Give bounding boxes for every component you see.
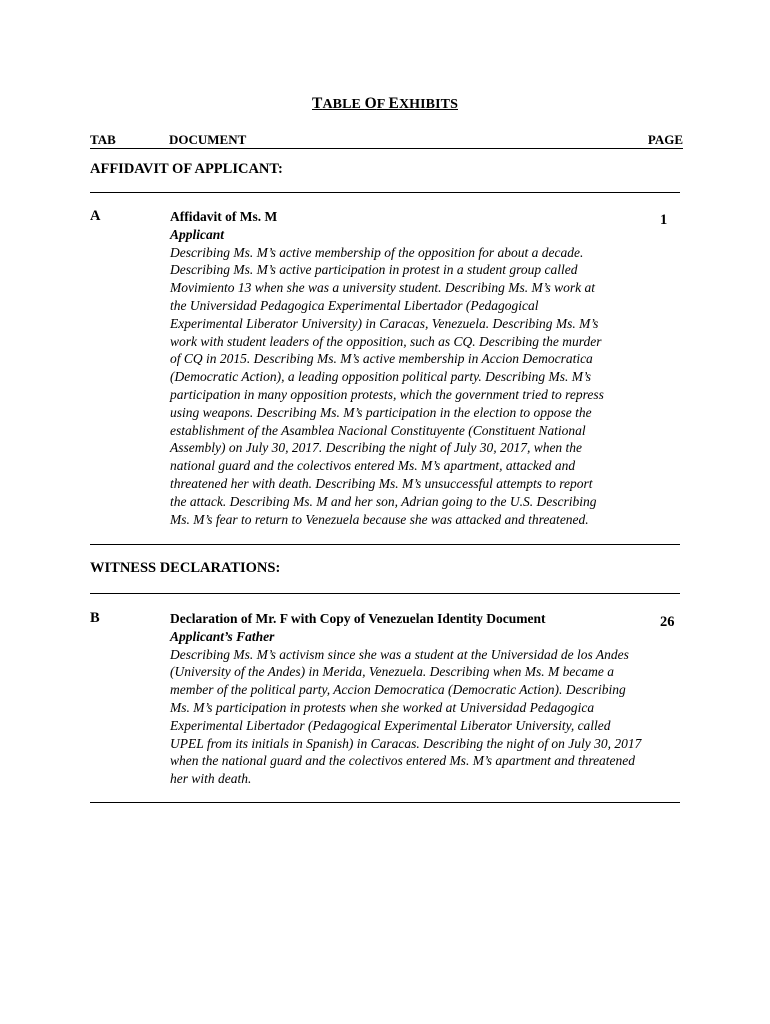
title-part-able: ABLE (322, 97, 365, 112)
exhibit-title: Affidavit of Ms. M (170, 209, 278, 224)
description-line: member of the political party, Accion Democratica (Democratic Action). Describing (170, 682, 626, 698)
description-line: Experimental Libertador (Pedagogical Experimental Liberator University, called (170, 717, 611, 733)
description-line: Describing Ms. M’s activism since she was a student at the Universidad de los Andes (170, 646, 629, 662)
description-line: national guard and the colectivos entered Ms. M’s apartment, attacked and (170, 458, 576, 474)
description-line: threatened her with death. Describing Ms. M’s unsuccessful attempts to report (170, 475, 593, 491)
divider (90, 593, 680, 594)
description-line: (University of the Andes) in Merida, Venezuela. Describing when Ms. M became a (170, 664, 615, 680)
exhibit-description (170, 244, 670, 529)
title-part-f: F (376, 97, 389, 112)
description-line: Describing Ms. M’s active membership of the opposition for about a decade. (170, 244, 584, 260)
description-line: Movimiento 13 when she was a university student. Describing Ms. M’s work at (170, 280, 595, 296)
exhibit-entry (170, 208, 670, 528)
description-line: Describing Ms. M’s active participation in protest in a student group called (170, 262, 578, 278)
title-initial-t: T (312, 95, 323, 112)
description-line: the attack. Describing Ms. M and her son, Adrian going to the U.S. Describing (170, 493, 597, 509)
title-initial-e: E (388, 95, 399, 112)
title-initial-o: O (364, 95, 377, 112)
title-part-xhibits: XHIBITS (398, 97, 458, 112)
description-line: Ms. M’s participation in protests when she worked at Universidad Pedagogica (170, 699, 595, 715)
page-title (0, 95, 770, 113)
section-heading-affidavit: AFFIDAVIT OF APPLICANT: (90, 161, 283, 177)
exhibit-role: Applicant (170, 226, 225, 242)
column-header-page: PAGE (647, 132, 683, 147)
description-line: (Democratic Action), a leading opposition political party. Describing Ms. M’s (170, 369, 591, 385)
description-line: Ms. M’s fear to return to Venezuela because she was attacked and threatened. (170, 511, 589, 527)
divider (90, 544, 680, 545)
column-header-tab: TAB (90, 132, 116, 147)
description-line: using weapons. Describing Ms. M’s participation in the election to oppose the (170, 404, 592, 420)
exhibit-description (170, 646, 730, 788)
exhibit-page-number: 1 (660, 212, 668, 228)
description-line: her with death. (170, 771, 252, 787)
description-line: when the national guard and the colectivos entered Ms. M’s apartment and threatened (170, 753, 636, 769)
description-line: participation in many opposition protests, which the government tried to repress (170, 386, 604, 402)
exhibit-role: Applicant’s Father (170, 628, 275, 644)
exhibit-page-number: 26 (660, 614, 675, 630)
divider (90, 802, 680, 803)
exhibit-entry (170, 610, 730, 788)
exhibit-tab-letter: A (90, 208, 101, 224)
exhibit-title: Declaration of Mr. F with Copy of Venezuelan Identity Document (170, 611, 546, 626)
description-line: Experimental Liberator University) in Caracas, Venezuela. Describing Ms. M’s (170, 315, 599, 331)
description-line: UPEL from its initials in Spanish) in Caracas. Describing the night of on July 30, 2017 (170, 735, 642, 751)
divider (90, 192, 680, 193)
column-header-document: DOCUMENT (169, 132, 247, 147)
description-line: work with student leaders of the opposition, such as CQ. Describing the murder (170, 333, 602, 349)
exhibit-tab-letter: B (90, 610, 100, 626)
description-line: establishment of the Asamblea Nacional Constituyente (Constituent National (170, 422, 586, 438)
description-line: Assembly) on July 30, 2017. Describing the night of July 30, 2017, when the (170, 440, 583, 456)
description-line: of CQ in 2015. Describing Ms. M’s active membership in Accion Democratica (170, 351, 593, 367)
description-line: the Universidad Pedagogica Experimental Libertador (Pedagogical (170, 297, 539, 313)
column-header-row (90, 131, 683, 149)
section-heading-witness: WITNESS DECLARATIONS: (90, 560, 281, 576)
